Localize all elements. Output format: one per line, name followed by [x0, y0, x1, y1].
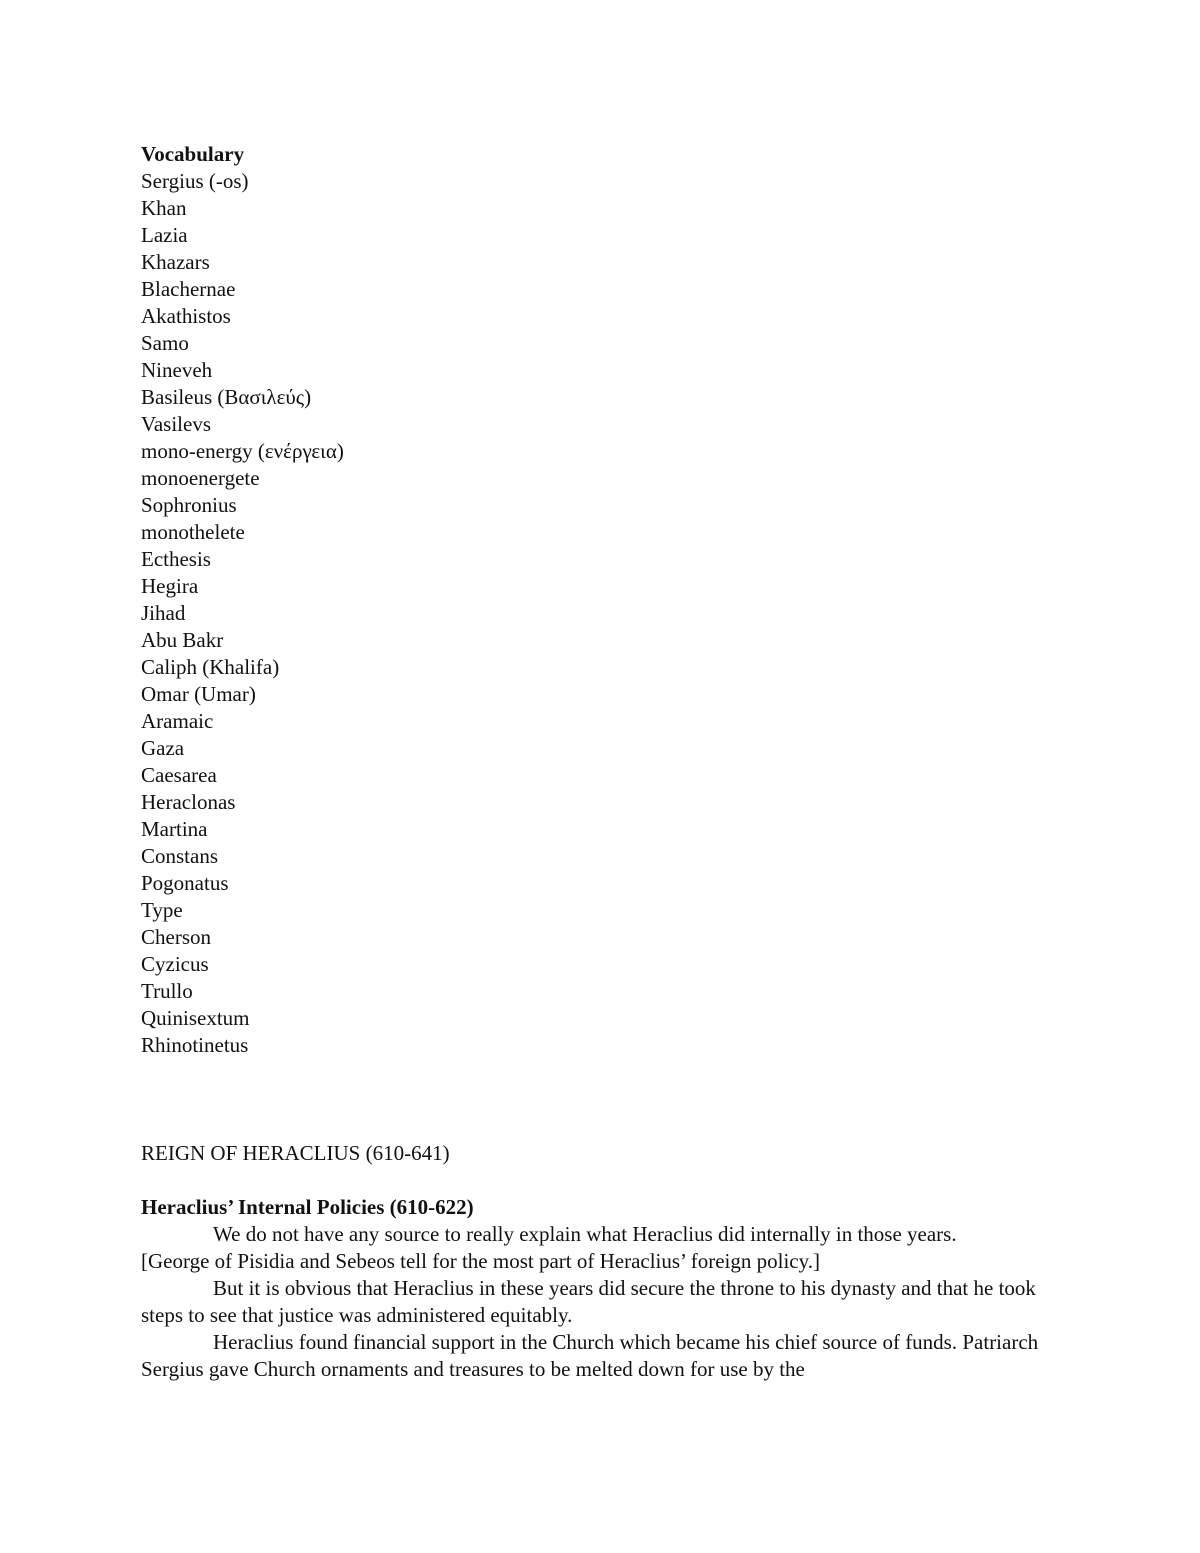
- vocabulary-list: [141, 168, 1071, 1059]
- vocabulary-term: Lazia: [141, 223, 188, 247]
- body-paragraph: [George of Pisidia and Sebeos tell for the most part of Heraclius’ foreign policy.]: [141, 1249, 821, 1273]
- vocabulary-term: mono-energy (ενέργεια): [141, 439, 344, 463]
- vocabulary-term: Ecthesis: [141, 547, 211, 571]
- subsection-title: Heraclius’ Internal Policies (610-622): [141, 1195, 474, 1219]
- vocabulary-term: Sergius (-os): [141, 169, 249, 193]
- vocabulary-term: Quinisextum: [141, 1006, 250, 1030]
- vocabulary-term: Omar (Umar): [141, 682, 256, 706]
- vocabulary-term: Cherson: [141, 925, 211, 949]
- section-title: REIGN OF HERACLIUS (610-641): [141, 1141, 450, 1165]
- vocabulary-term: Jihad: [141, 601, 186, 625]
- vocabulary-term: Caliph (Khalifa): [141, 655, 280, 679]
- vocabulary-term: Khazars: [141, 250, 210, 274]
- vocabulary-term: Nineveh: [141, 358, 213, 382]
- vocabulary-term: Heraclonas: [141, 790, 236, 814]
- vocabulary-term: Gaza: [141, 736, 185, 760]
- vocabulary-term: Constans: [141, 844, 219, 868]
- vocabulary-term: Blachernae: [141, 277, 236, 301]
- blank-space: [141, 1059, 1071, 1140]
- body-paragraph: Heraclius found financial support in the Church which became his chief source of funds. Patriarch Sergius gave Church ornaments and treasures to be melted down for use by the: [141, 1330, 1039, 1381]
- vocabulary-term: Trullo: [141, 979, 193, 1003]
- body-paragraph: We do not have any source to really explain what Heraclius did internally in those years.: [213, 1222, 957, 1246]
- vocabulary-term: Hegira: [141, 574, 199, 598]
- vocabulary-term: Martina: [141, 817, 208, 841]
- vocabulary-term: Cyzicus: [141, 952, 209, 976]
- vocabulary-term: Sophronius: [141, 493, 237, 517]
- vocabulary-term: Aramaic: [141, 709, 214, 733]
- vocabulary-term: monoenergete: [141, 466, 260, 490]
- vocabulary-term: Abu Bakr: [141, 628, 224, 652]
- document-page: [141, 141, 1071, 1383]
- vocabulary-term: Akathistos: [141, 304, 231, 328]
- vocabulary-term: Pogonatus: [141, 871, 229, 895]
- vocabulary-heading: Vocabulary: [141, 142, 245, 166]
- body-paragraph: But it is obvious that Heraclius in these years did secure the throne to his dynasty and that he took steps to see that justice was administered equitably.: [141, 1276, 1036, 1327]
- vocabulary-term: Vasilevs: [141, 412, 211, 436]
- vocabulary-term: monothelete: [141, 520, 245, 544]
- vocabulary-term: Basileus (Βασιλεύς): [141, 385, 312, 409]
- vocabulary-term: Samo: [141, 331, 189, 355]
- vocabulary-term: Caesarea: [141, 763, 217, 787]
- vocabulary-term: Type: [141, 898, 183, 922]
- vocabulary-term: Khan: [141, 196, 187, 220]
- vocabulary-term: Rhinotinetus: [141, 1033, 249, 1057]
